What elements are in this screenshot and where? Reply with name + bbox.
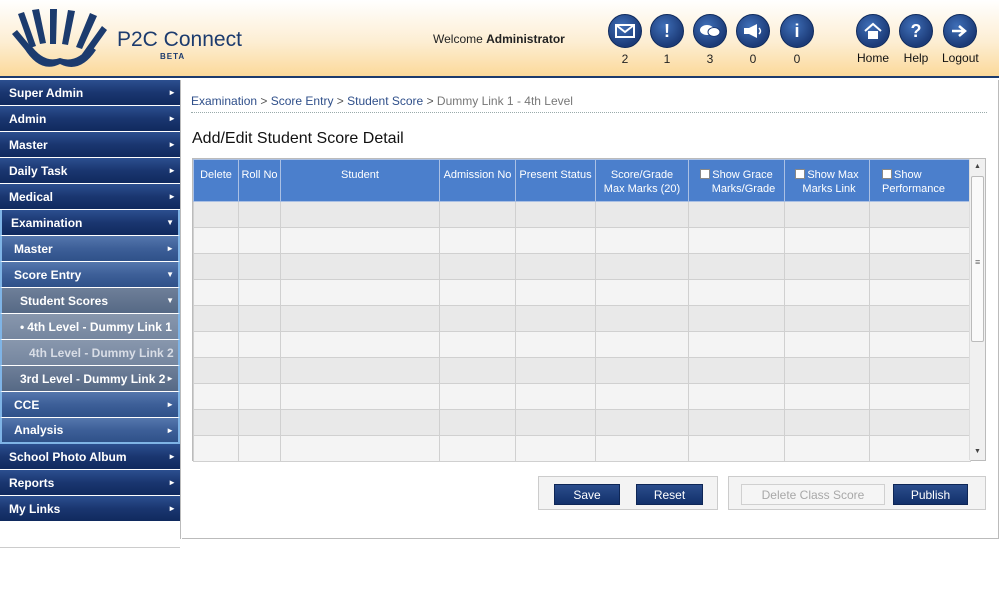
score-table [193, 159, 971, 462]
table-cell [516, 410, 596, 436]
table-cell [689, 384, 785, 410]
sidebar-item-school-photo-album[interactable] [0, 444, 180, 470]
sidebar-item-label: Admin [9, 111, 47, 126]
table-cell [194, 384, 239, 410]
table-cell [785, 254, 870, 280]
table-cell [194, 358, 239, 384]
col-maxlink-line2: Marks Link [802, 183, 856, 195]
breadcrumb-score-entry[interactable]: Score Entry [270, 94, 334, 108]
table-cell [689, 254, 785, 280]
table-row [194, 254, 971, 280]
table-cell [440, 254, 516, 280]
table-cell [281, 384, 440, 410]
col-present-status: Present Status [516, 160, 596, 202]
table-row [194, 306, 971, 332]
table-cell [596, 384, 689, 410]
save-button[interactable]: Save [554, 484, 620, 505]
table-cell [239, 436, 281, 462]
table-cell [689, 280, 785, 306]
chat-notification[interactable] [692, 14, 728, 66]
sidebar-item-super-admin[interactable] [0, 80, 180, 106]
table-cell [516, 358, 596, 384]
sidebar-item-label: Student Scores [20, 293, 109, 308]
table-cell [596, 436, 689, 462]
logout-label[interactable]: Logout [942, 51, 979, 65]
home-label[interactable]: Home [856, 51, 889, 65]
col-score-grade [596, 160, 689, 202]
alert-count: 1 [663, 52, 671, 66]
table-cell [440, 202, 516, 228]
table-cell [516, 436, 596, 462]
table-cell [785, 332, 870, 358]
table-cell [785, 280, 870, 306]
sidebar-link-text: 4th Level - Dummy Link 1 [27, 319, 172, 334]
table-cell [194, 410, 239, 436]
table-cell [689, 306, 785, 332]
col-maxlink-line1: Show Max [807, 169, 859, 181]
table-cell [870, 254, 971, 280]
chevron-right-icon: ► [168, 452, 176, 461]
table-cell [689, 436, 785, 462]
table-cell [194, 254, 239, 280]
col-score-line2: Max Marks (20) [603, 183, 681, 195]
table-cell [596, 254, 689, 280]
show-max-marks-checkbox[interactable] [795, 169, 805, 179]
breadcrumb-separator: > [336, 94, 344, 108]
col-grace-line1: Show Grace [712, 169, 773, 181]
sidebar-subitem-analysis[interactable] [0, 418, 180, 444]
table-cell [281, 254, 440, 280]
sidebar-item-examination[interactable] [0, 210, 180, 236]
col-score-line1: Score/Grade [610, 169, 674, 181]
table-cell [689, 332, 785, 358]
table-row [194, 410, 971, 436]
table-cell [281, 358, 440, 384]
table-cell [281, 436, 440, 462]
mail-count: 2 [621, 52, 629, 66]
table-cell [239, 254, 281, 280]
table-cell [516, 332, 596, 358]
sidebar-item-master[interactable] [0, 132, 180, 158]
help-link[interactable] [898, 14, 934, 65]
publish-group [728, 476, 986, 510]
scroll-up-icon[interactable]: ▲ [974, 163, 981, 170]
info-icon[interactable]: i [780, 14, 814, 48]
table-cell [440, 410, 516, 436]
table-cell [596, 280, 689, 306]
chevron-right-icon: ► [168, 140, 176, 149]
table-row [194, 358, 971, 384]
chevron-right-icon: ► [168, 192, 176, 201]
table-cell [596, 332, 689, 358]
info-count: 0 [793, 52, 801, 66]
table-cell [440, 436, 516, 462]
table-cell [516, 254, 596, 280]
breadcrumb [191, 94, 573, 108]
sidebar-item-label: Medical [9, 189, 54, 204]
table-cell [440, 332, 516, 358]
table-row [194, 228, 971, 254]
table-cell [440, 358, 516, 384]
scrollbar-thumb[interactable] [971, 176, 984, 342]
sidebar-item-label: Examination [11, 215, 83, 230]
col-perf-line2: Performance [882, 183, 945, 195]
sidebar-subitem-master[interactable] [0, 236, 180, 262]
grip-icon: ≡ [975, 257, 981, 267]
col-delete: Delete [194, 160, 239, 202]
beta-badge: BETA [160, 52, 186, 61]
chevron-right-icon: ► [166, 400, 174, 409]
publish-button[interactable]: Publish [893, 484, 968, 505]
sidebar-item-admin[interactable] [0, 106, 180, 132]
grid-scrollbar[interactable] [969, 159, 985, 460]
show-performance-checkbox[interactable] [882, 169, 892, 179]
table-cell [440, 306, 516, 332]
table-cell [194, 436, 239, 462]
table-cell [870, 410, 971, 436]
alert-notification[interactable] [649, 14, 685, 66]
table-cell [870, 202, 971, 228]
hands-logo-icon [10, 8, 110, 70]
table-cell [239, 384, 281, 410]
megaphone-notification[interactable] [735, 14, 771, 66]
table-header-row [194, 160, 971, 202]
table-cell [281, 306, 440, 332]
table-cell [870, 228, 971, 254]
table-cell [870, 280, 971, 306]
table-cell [239, 202, 281, 228]
user-name: Administrator [486, 32, 565, 46]
sidebar-item-label: 3rd Level - Dummy Link 2 [20, 371, 166, 386]
logout-icon[interactable] [943, 14, 977, 48]
col-show-performance [870, 160, 971, 202]
table-cell [870, 358, 971, 384]
table-cell [516, 280, 596, 306]
table-cell [281, 410, 440, 436]
table-cell [239, 358, 281, 384]
sidebar-item-label: My Links [9, 501, 61, 516]
table-cell [440, 228, 516, 254]
table-cell [194, 228, 239, 254]
sidebar-subitem-student-scores[interactable] [0, 288, 180, 314]
sidebar-item-label: Super Admin [9, 85, 84, 100]
chevron-right-icon: ► [168, 478, 176, 487]
chevron-down-icon: ▼ [166, 296, 174, 305]
table-cell [689, 358, 785, 384]
chevron-right-icon: ► [168, 166, 176, 175]
table-cell [281, 202, 440, 228]
table-cell [596, 202, 689, 228]
sidebar-subitem-3rd-level-link-2[interactable] [0, 366, 180, 392]
table-cell [440, 280, 516, 306]
chevron-right-icon: ► [168, 114, 176, 123]
table-cell [870, 332, 971, 358]
logout-link[interactable] [942, 14, 978, 65]
col-student: Student [281, 160, 440, 202]
table-cell [785, 306, 870, 332]
table-cell [870, 306, 971, 332]
table-cell [870, 436, 971, 462]
score-grid [192, 158, 986, 461]
delete-class-score-button[interactable]: Delete Class Score [741, 484, 885, 505]
sidebar-item-reports[interactable] [0, 470, 180, 496]
table-row [194, 436, 971, 462]
sidebar-subitem-cce[interactable] [0, 392, 180, 418]
col-roll-no: Roll No [239, 160, 281, 202]
table-cell [516, 384, 596, 410]
sidebar-nav [0, 80, 181, 539]
table-cell [281, 280, 440, 306]
welcome-prefix: Welcome [433, 32, 483, 46]
chat-icon[interactable] [693, 14, 727, 48]
mail-notification[interactable] [607, 14, 643, 66]
sidebar-item-my-links[interactable] [0, 496, 180, 522]
table-cell [596, 306, 689, 332]
scroll-down-icon[interactable]: ▼ [974, 448, 981, 455]
sidebar-item-label: Master [14, 241, 53, 256]
main-content [182, 80, 999, 539]
table-row [194, 384, 971, 410]
table-cell [785, 436, 870, 462]
col-show-max-marks [785, 160, 870, 202]
col-perf-line1: Show [894, 169, 922, 181]
sidebar-item-label: Score Entry [14, 267, 82, 282]
table-row [194, 332, 971, 358]
reset-button[interactable]: Reset [636, 484, 703, 505]
chevron-right-icon: ► [166, 244, 174, 253]
sidebar-item-label: CCE [14, 397, 40, 412]
table-cell [239, 228, 281, 254]
table-cell [516, 306, 596, 332]
breadcrumb-current: Dummy Link 1 - 4th Level [436, 94, 573, 108]
sidebar-subitem-4th-level-link-2[interactable] [0, 340, 180, 366]
table-cell [239, 332, 281, 358]
home-icon[interactable] [856, 14, 890, 48]
breadcrumb-student-score[interactable]: Student Score [347, 94, 424, 108]
table-cell [239, 410, 281, 436]
info-notification[interactable] [779, 14, 815, 66]
megaphone-count: 0 [749, 52, 757, 66]
table-cell [281, 332, 440, 358]
brand-name: P2C Connect [117, 28, 242, 51]
col-show-grace [689, 160, 785, 202]
page-title: Add/Edit Student Score Detail [192, 130, 404, 147]
table-cell [516, 228, 596, 254]
sidebar-item-label: Daily Task [9, 163, 68, 178]
chevron-right-icon: ► [166, 374, 174, 383]
table-cell [785, 384, 870, 410]
table-cell [785, 202, 870, 228]
table-cell [516, 202, 596, 228]
sidebar-item-label: 4th Level - Dummy Link 2 [29, 345, 174, 360]
sidebar-item-medical[interactable] [0, 184, 180, 210]
table-cell [596, 228, 689, 254]
table-cell [870, 384, 971, 410]
show-grace-checkbox[interactable] [700, 169, 710, 179]
help-icon[interactable]: ? [899, 14, 933, 48]
app-header [0, 0, 999, 78]
alert-icon[interactable]: ! [650, 14, 684, 48]
home-link[interactable] [855, 14, 891, 65]
table-row [194, 202, 971, 228]
sidebar-subitem-score-entry[interactable] [0, 262, 180, 288]
sidebar-item-label: Master [9, 137, 48, 152]
table-cell [689, 202, 785, 228]
help-label[interactable]: Help [903, 51, 929, 65]
chevron-down-icon: ▼ [166, 270, 174, 279]
table-cell [785, 228, 870, 254]
sidebar-footer-spacer [0, 522, 180, 548]
mail-icon[interactable] [608, 14, 642, 48]
breadcrumb-divider [191, 112, 987, 113]
table-cell [194, 280, 239, 306]
table-cell [194, 202, 239, 228]
breadcrumb-separator: > [426, 94, 434, 108]
table-cell [785, 410, 870, 436]
col-grace-line2: Marks/Grade [711, 183, 776, 195]
chevron-right-icon: ► [168, 504, 176, 513]
save-reset-group [538, 476, 718, 510]
col-admission-no: Admission No [440, 160, 516, 202]
welcome-message [433, 32, 565, 46]
table-row [194, 280, 971, 306]
breadcrumb-separator: > [260, 94, 268, 108]
table-cell [596, 358, 689, 384]
table-cell [689, 410, 785, 436]
table-cell [281, 228, 440, 254]
bullet-icon: • [20, 319, 25, 334]
table-cell [596, 410, 689, 436]
table-cell [440, 384, 516, 410]
chevron-down-icon: ▼ [166, 218, 174, 227]
chevron-right-icon: ► [168, 88, 176, 97]
sidebar-item-label: Reports [9, 475, 55, 490]
sidebar-item-label: School Photo Album [9, 449, 127, 464]
chevron-right-icon: ► [166, 425, 174, 435]
sidebar-item-label [20, 320, 172, 334]
table-cell [194, 332, 239, 358]
table-cell [239, 306, 281, 332]
sidebar-subitem-4th-level-link-1[interactable] [0, 314, 180, 340]
table-cell [785, 358, 870, 384]
sidebar-item-label: Analysis [14, 423, 64, 437]
chat-count: 3 [706, 52, 714, 66]
table-cell [194, 306, 239, 332]
table-cell [689, 228, 785, 254]
sidebar-item-daily-task[interactable] [0, 158, 180, 184]
megaphone-icon[interactable] [736, 14, 770, 48]
table-cell [239, 280, 281, 306]
breadcrumb-examination[interactable]: Examination [191, 94, 258, 108]
